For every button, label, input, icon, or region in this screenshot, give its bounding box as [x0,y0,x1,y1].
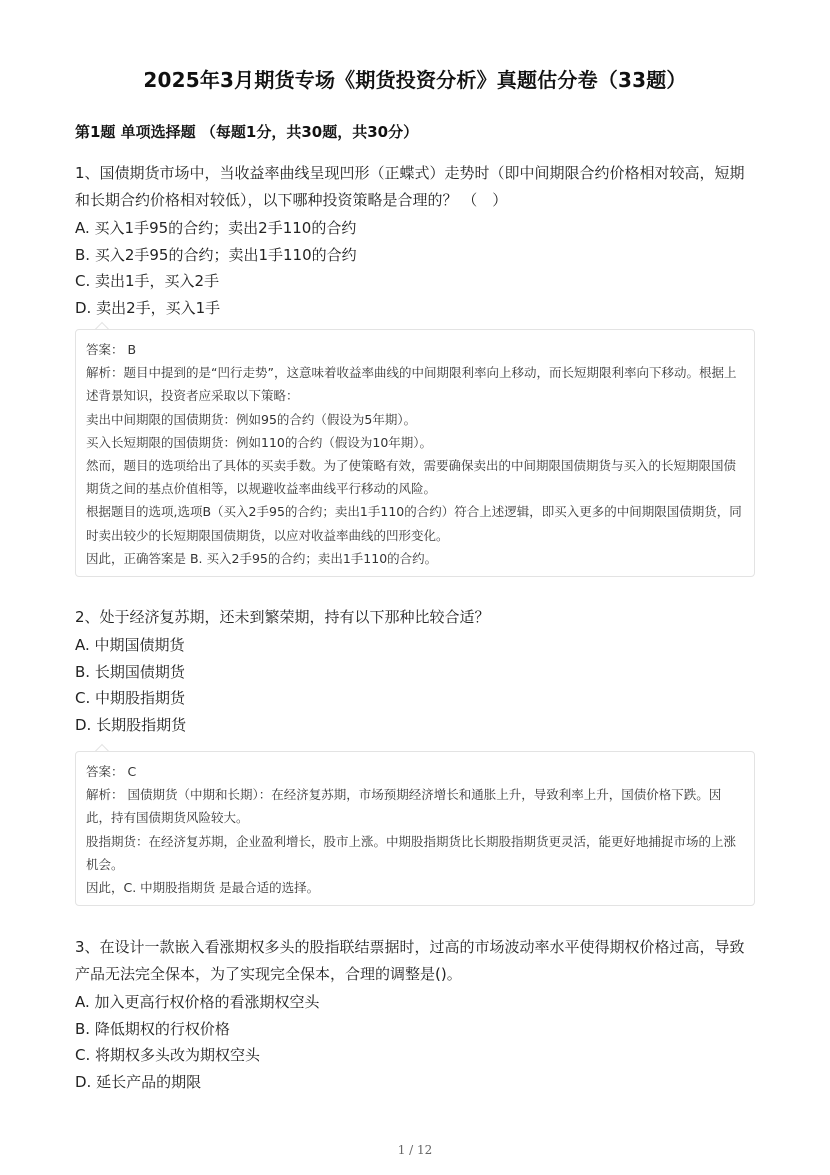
section-heading: 第1题 单项选择题 （每题1分，共30题，共30分） [75,123,419,141]
question-stem: 3、在设计一款嵌入看涨期权多头的股指联结票据时，过高的市场波动率水平使得期权价格过高，导致产品无法完全保本，为了实现完全保本，合理的调整是()。 [75,938,745,983]
option-d[interactable]: D. 长期股指期货 [75,715,187,734]
question-stem: 2、处于经济复苏期，还未到繁荣期，持有以下那种比较合适？ [75,608,490,626]
analysis-line: 买入长短期限的国债期货：例如110的合约（假设为10年期）。 [86,434,433,450]
option-a[interactable]: A. 买入1手95的合约；卖出2手110的合约 [75,219,357,237]
question-1 [75,160,755,321]
option-c[interactable]: C. 中期股指期货 [75,689,186,707]
analysis-line: 解析：题目中提到的是“凹行走势”，这意味着收益率曲线的中间期限利率向上移动，而长短期限利率向下移动。根据上述背景知识，投资者应采取以下策略： [86,365,737,404]
answer-box-2 [75,751,755,906]
answer-text: 答案： C [86,764,137,779]
option-b[interactable]: B. 买入2手95的合约；卖出1手110的合约 [75,245,357,264]
option-d[interactable]: D. 延长产品的期限 [75,1072,202,1091]
analysis-line: 因此，C. 中期股指期货 是最合适的选择。 [86,880,320,896]
option-c[interactable]: C. 将期权多头改为期权空头 [75,1046,261,1064]
option-b[interactable]: B. 降低期权的行权价格 [75,1019,230,1038]
page-title: 2025年3月期货专场《期货投资分析》真题估分卷（33题） [143,68,687,92]
option-d[interactable]: D. 卖出2手，买入1手 [75,298,221,317]
answer-text: 答案： B [86,342,137,357]
answer-box-1 [75,329,755,577]
option-a[interactable]: A. 中期国债期货 [75,636,185,654]
option-c[interactable]: C. 卖出1手，买入2手 [75,272,220,290]
question-3 [75,934,755,1095]
analysis-line: 股指期货：在经济复苏期，企业盈利增长，股市上涨。中期股指期货比长期股指期货更灵活，能更好地捕捉市场的上涨机会。 [86,833,737,872]
page-number: 1 / 12 [397,1143,433,1157]
analysis-line: 因此，正确答案是 B. 买入2手95的合约；卖出1手110的合约。 [86,550,438,566]
question-2 [75,604,755,738]
question-stem: 1、国债期货市场中，当收益率曲线呈现凹形（正蝶式）走势时（即中间期限合约价格相对较高，短期和长期合约价格相对较低），以下哪种投资策略是合理的？ （ ） [75,164,745,209]
analysis-line: 根据题目的选项,选项B（买入2手95的合约；卖出1手110的合约）符合上述逻辑，即买入更多的中间期限国债期货，同时卖出较少的长短期限国债期货，以应对收益率曲线的凹形变化。 [86,504,742,543]
analysis-line: 解析： 国债期货（中期和长期）：在经济复苏期，市场预期经济增长和通胀上升，导致利率上升，国债价格下跌。因此，持有国债期货风险较大。 [86,787,722,826]
option-b[interactable]: B. 长期国债期货 [75,662,185,681]
analysis-line: 卖出中间期限的国债期货：例如95的合约（假设为5年期）。 [86,411,417,427]
analysis-line: 然而，题目的选项给出了具体的买卖手数。为了使策略有效，需要确保卖出的中间期限国债期货与买入的长短期限国债期货之间的基点价值相等，以规避收益率曲线平行移动的风险。 [86,458,737,497]
option-a[interactable]: A. 加入更高行权价格的看涨期权空头 [75,993,320,1011]
